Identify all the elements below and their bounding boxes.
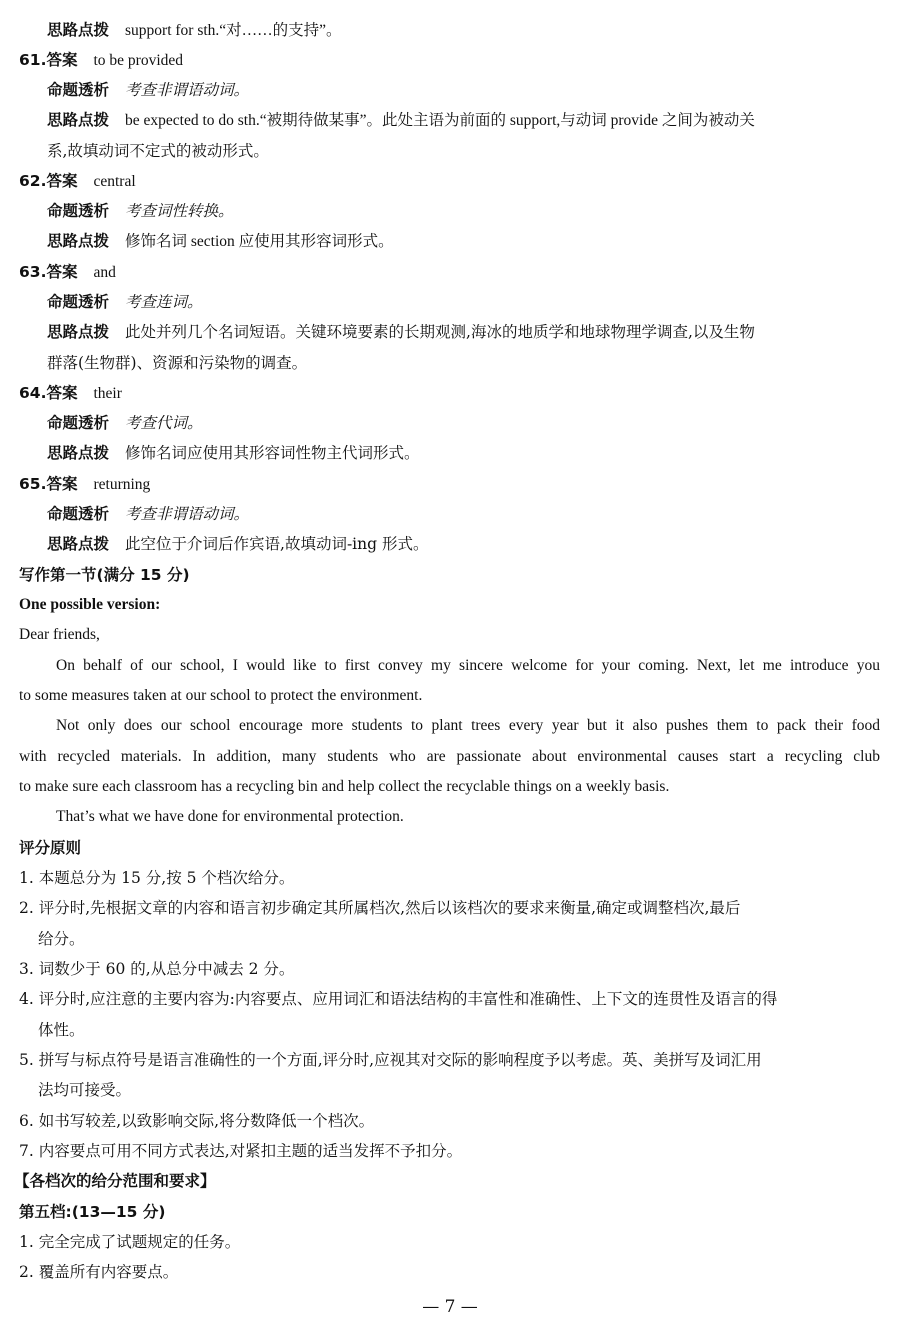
analysis-62 (0, 196, 900, 226)
hint-label: 思路点拨 (47, 535, 110, 553)
answer-text: to be provided (93, 52, 184, 69)
analysis-61 (0, 75, 900, 105)
essay-paragraph-2-end: to make sure each classroom has a recycling bin and help collect the recyclable things on a weekly basis. (19, 778, 670, 795)
hint-text: 修饰名词应使用其形容词性物主代词形式。 (125, 444, 420, 462)
essay-greeting: Dear friends, (19, 626, 100, 643)
hint-label: 思路点拨 (47, 323, 110, 341)
band-5-title: 第五档:(13—15 分) (19, 1203, 166, 1221)
rules-title: 评分原则 (19, 839, 82, 857)
analysis-label: 命题透析 (47, 505, 110, 523)
answer-62 (0, 166, 900, 196)
answer-label: 答案 (46, 263, 78, 281)
rule-2-cont: 给分。 (38, 930, 85, 948)
analysis-text: 考查连词。 (125, 293, 203, 311)
hint-text: 此处并列几个名词短语。关键环境要素的长期观测,海冰的地质学和地球物理学调查,以及生物 (125, 323, 755, 341)
rule-4-cont: 体性。 (38, 1021, 85, 1039)
analysis-65 (0, 499, 900, 529)
essay-paragraph-2: Not only does our school encourage more students to plant trees every year but it also pushes them to pack their food (56, 717, 880, 734)
analysis-label: 命题透析 (47, 202, 110, 220)
hint-63-cont: 群落(生物群)、资源和污染物的调查。 (47, 354, 308, 372)
question-number: 64. (19, 384, 47, 402)
answer-64 (0, 378, 900, 408)
answer-65 (0, 469, 900, 499)
rule-3: 3. 词数少于 60 的,从总分中减去 2 分。 (19, 960, 295, 978)
question-number: 65. (19, 475, 47, 493)
essay-paragraph-1: On behalf of our school, I would like to first convey my sincere welcome for your coming. Next, let me introduce you (56, 657, 880, 674)
hint-text: be expected to do sth.“被期待做某事”。此处主语为前面的 support,与动词 provide 之间为被动关 (125, 112, 755, 129)
hint-61 (0, 105, 900, 135)
hint-label: 思路点拨 (47, 21, 110, 39)
hint-label: 思路点拨 (47, 111, 110, 129)
analysis-text: 考查词性转换。 (125, 202, 234, 220)
answer-label: 答案 (46, 475, 78, 493)
question-number: 61. (19, 51, 47, 69)
answer-label: 答案 (46, 172, 78, 190)
page-number: — 7 — (422, 1297, 478, 1317)
rule-2: 2. 评分时,先根据文章的内容和语言初步确定其所属档次,然后以该档次的要求来衡量,确定或调整档次,最后 (19, 899, 741, 917)
band-5-item-2: 2. 覆盖所有内容要点。 (19, 1263, 179, 1281)
analysis-text: 考查非谓语动词。 (125, 505, 250, 523)
analysis-label: 命题透析 (47, 81, 110, 99)
answer-text: their (93, 385, 122, 402)
answer-text: and (93, 264, 116, 281)
question-number: 62. (19, 172, 47, 190)
analysis-text: 考查非谓语动词。 (125, 81, 250, 99)
answer-61 (0, 45, 900, 75)
answer-label: 答案 (46, 51, 78, 69)
hint-label: 思路点拨 (47, 232, 110, 250)
analysis-label: 命题透析 (47, 293, 110, 311)
version-title: One possible version: (19, 596, 161, 613)
analysis-63 (0, 287, 900, 317)
writing-section-title: 写作第一节(满分 15 分) (19, 566, 190, 584)
hint-text: 修饰名词 section 应使用其形容词形式。 (125, 233, 394, 250)
hint-63 (0, 317, 900, 347)
hint-61-cont: 系,故填动词不定式的被动形式。 (47, 142, 269, 160)
answer-text: central (93, 173, 136, 190)
hint-64 (0, 438, 900, 468)
hint-62 (0, 226, 900, 256)
hint-text: 此空位于介词后作宾语,故填动词-ing 形式。 (125, 535, 429, 553)
hint-65 (0, 529, 900, 559)
analysis-64 (0, 408, 900, 438)
rule-5: 5. 拼写与标点符号是语言准确性的一个方面,评分时,应视其对交际的影响程度予以考虑。英、美拼写及词汇用 (19, 1051, 762, 1069)
rule-1: 1. 本题总分为 15 分,按 5 个档次给分。 (19, 869, 295, 887)
answer-63 (0, 257, 900, 287)
hint-label: 思路点拨 (47, 444, 110, 462)
hint-text: support for sth.“对……的支持”。 (125, 22, 342, 39)
hint-line (0, 15, 900, 45)
band-5-item-1: 1. 完全完成了试题规定的任务。 (19, 1233, 241, 1251)
essay-paragraph-2-cont: with recycled materials. In addition, many students who are passionate about environmental causes start a recycling club (19, 748, 880, 765)
question-number: 63. (19, 263, 47, 281)
bands-title: 【各档次的给分范围和要求】 (14, 1172, 216, 1190)
rule-4: 4. 评分时,应注意的主要内容为:内容要点、应用词汇和语法结构的丰富性和准确性、上下文的连贯性及语言的得 (19, 990, 778, 1008)
analysis-label: 命题透析 (47, 414, 110, 432)
answer-text: returning (93, 476, 151, 493)
essay-paragraph-1-cont: to some measures taken at our school to protect the environment. (19, 687, 423, 704)
analysis-text: 考查代词。 (125, 414, 203, 432)
essay-paragraph-3: That’s what we have done for environmental protection. (56, 808, 404, 825)
answer-label: 答案 (46, 384, 78, 402)
rule-6: 6. 如书写较差,以致影响交际,将分数降低一个档次。 (19, 1112, 375, 1130)
rule-5-cont: 法均可接受。 (38, 1081, 132, 1099)
rule-7: 7. 内容要点可用不同方式表达,对紧扣主题的适当发挥不予扣分。 (19, 1142, 463, 1160)
